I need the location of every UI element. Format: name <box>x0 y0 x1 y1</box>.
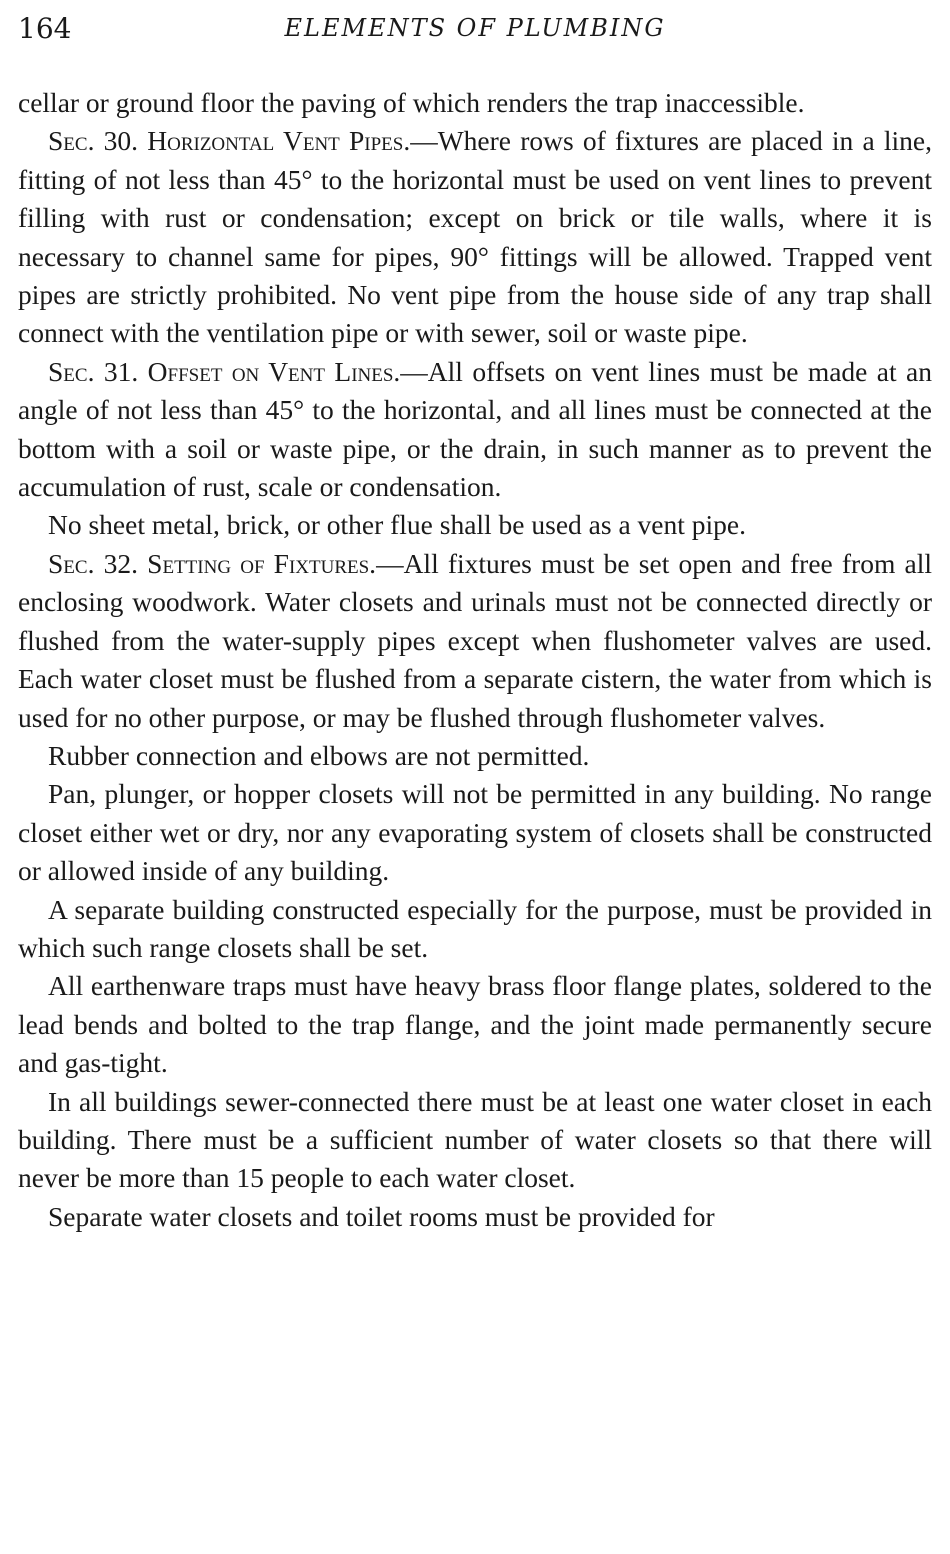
section-number: Sec. 31. <box>48 355 139 387</box>
paragraph-text: Pan, plunger, or hopper closets will not be permitted in any building. No range closet either wet or dry, nor any evaporating system of closets shall be constructed or allowed inside of any building. <box>18 778 932 887</box>
section-title: Offset on Vent Lines. <box>147 355 401 387</box>
paragraph <box>18 506 932 544</box>
paragraph <box>18 775 932 890</box>
paragraph-text: All earthenware traps must have heavy brass floor flange plates, soldered to the lead bends and bolted to the trap flange, and the joint made permanently secure and gas-tight. <box>18 970 932 1079</box>
paragraph-text: Separate water closets and toilet rooms must be provided for <box>48 1200 715 1232</box>
paragraph-text: —All offsets on vent lines must be made at an angle of not less than 45° to the horizontal, and all lines must be connected at the bottom with a soil or waste pipe, or the drain, in such manner as to prevent the accumulation of rust, scale or condensation. <box>18 355 933 503</box>
paragraph-text: In all buildings sewer-connected there must be at least one water closet in each building. There must be a sufficient number of water closets so that there will never be more than 15 people to each water closet. <box>18 1085 932 1194</box>
section-title: Horizontal Vent Pipes. <box>147 125 411 157</box>
section-title: Setting of Fixtures. <box>147 547 377 579</box>
paragraph <box>18 1198 932 1236</box>
section-30-paragraph <box>18 122 932 352</box>
section-32-paragraph <box>18 545 932 737</box>
page-header <box>18 12 932 52</box>
paragraph-text: A separate building constructed especially for the purpose, must be provided in which such range closets shall be set. <box>18 893 932 963</box>
section-number: Sec. 32. <box>48 547 138 579</box>
paragraph <box>18 1083 932 1198</box>
page-number: 164 <box>18 12 72 45</box>
section-number: Sec. 30. <box>48 125 139 157</box>
paragraph-text: cellar or ground floor the paving of which renders the trap inaccessible. <box>18 87 805 118</box>
paragraph-text: Rubber connection and elbows are not permitted. <box>48 739 590 771</box>
paragraph-text: —Where rows of fixtures are placed in a line, fitting of not less than 45° to the horizontal must be used on vent lines to prevent filling with rust or condensation; except on brick or tile walls, where it is necessary to channel same for pipes, 90° fittings will be allowed. Trapped vent pipes are strictly prohibited. No vent pipe from the house side of any trap shall connect with the ventilation pipe or with sewer, soil or waste pipe. <box>18 125 933 349</box>
paragraph <box>18 891 932 968</box>
paragraph <box>18 967 932 1082</box>
section-31-paragraph <box>18 353 932 507</box>
paragraph-text: —All fixtures must be set open and free from all enclosing woodwork. Water closets and urinals must not be connected directly or flushed from the water-supply pipes except when flushometer valves are used. Each water closet must be flushed from a separate cistern, the water from which is used for no other purpose, or may be flushed through flushometer valves. <box>18 547 933 733</box>
paragraph <box>18 737 932 775</box>
page-body <box>18 84 932 1236</box>
paragraph-text: No sheet metal, brick, or other flue shall be used as a vent pipe. <box>48 509 746 541</box>
running-title: ELEMENTS OF PLUMBING <box>284 14 666 42</box>
paragraph-continuation <box>18 84 932 122</box>
